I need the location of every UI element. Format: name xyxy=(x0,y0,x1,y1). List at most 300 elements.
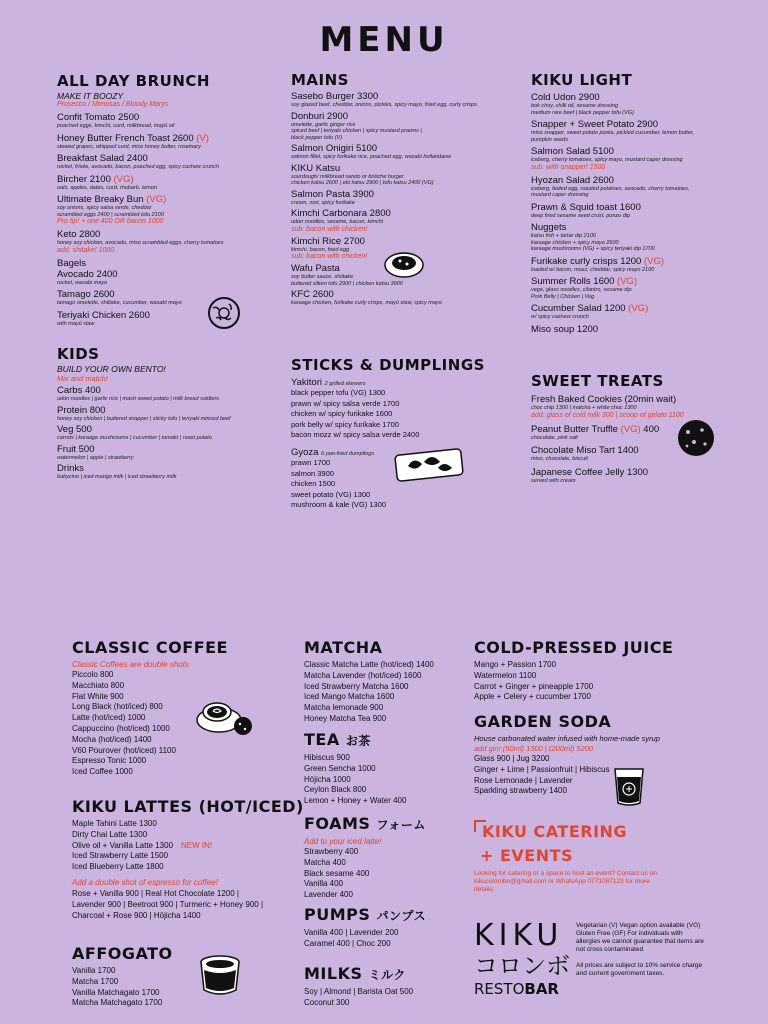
kids-section xyxy=(57,346,272,481)
dietary-tag: (VG) xyxy=(617,423,641,435)
menu-line: Mango + Passion 1700 xyxy=(474,660,557,669)
menu-line: mushroom & kale (VG) 1300 xyxy=(291,500,387,510)
item-description: medium rare beef | black pepper tofu (VG) xyxy=(531,109,634,116)
yakitori-note: 2 grilled skewers xyxy=(324,381,366,387)
item-description: scrambled eggs 2400 | scrambled tofu 2100 xyxy=(57,211,164,218)
item-description: soy glazed beef, cheddar, onions, pickles, spicy mayo, fried egg, curly crisps xyxy=(291,102,477,108)
catering-line1: KIKU CATERING xyxy=(482,822,628,841)
menu-line: Mocha (hot/iced) 1400 xyxy=(72,734,152,744)
item-name-text: Salmon Salad 5100 xyxy=(531,146,614,157)
menu-line: Charcoal + Rose 900 | Hōjicha 1400 xyxy=(72,910,201,920)
item-name xyxy=(57,194,272,205)
menu-item xyxy=(291,91,511,109)
menu-line: prawn w/ spicy salsa verde 1700 xyxy=(291,398,400,408)
menu-item xyxy=(57,229,272,255)
item-description: loaded w/ bacon, mozz, cheddar, spicy mayo 2100 xyxy=(531,266,655,273)
item-description: babycino | iced mango milk | iced strawberry milk xyxy=(57,474,177,480)
menu-line: Vanilla 1700 xyxy=(72,966,116,975)
menu-item xyxy=(531,324,746,335)
item-name-text: Prawn & Squid toast 1600 xyxy=(531,201,641,213)
menu-line: Matcha 1700 xyxy=(72,976,119,986)
yakitori-name: Yakitori xyxy=(291,377,322,388)
gyoza-illustration xyxy=(394,440,464,482)
soda-section xyxy=(474,712,744,797)
menu-item xyxy=(57,133,272,151)
menu-line: prawn 1700 xyxy=(291,457,331,467)
affogato-illustration xyxy=(198,952,242,998)
menu-line: Rose + Vanilla 900 | Real Hot Chocolate 1200 | xyxy=(72,888,239,898)
item-name-text: Snapper + Sweet Potato 2900 xyxy=(531,119,659,130)
affogato-heading: AFFOGATO xyxy=(72,944,173,963)
menu-item xyxy=(531,175,746,199)
milks-heading-text: MILKS xyxy=(304,964,363,983)
item-description: sourdough/ milkbread sando or brioche burger xyxy=(291,173,404,180)
item-description: karaage mushrooms (VG) + spicy teriyaki dip 1700 xyxy=(531,246,655,252)
item-note: sub: with snapper! 1500 xyxy=(531,163,606,171)
kids-note: Mix and match! xyxy=(57,374,108,383)
item-name xyxy=(531,175,746,186)
item-name-text: Carbs 400 xyxy=(57,385,101,396)
dietary-tag: (VG) xyxy=(614,276,638,287)
cookie-illustration xyxy=(676,418,716,458)
item-name-text: Cold Udon 2900 xyxy=(531,92,600,103)
brunch-items xyxy=(57,112,272,327)
item-name xyxy=(291,91,511,102)
tea-section xyxy=(304,730,474,807)
soda-heading: GARDEN SODA xyxy=(474,712,612,731)
item-name-text: Hyozan Salad 2600 xyxy=(531,174,614,186)
menu-item xyxy=(291,208,511,234)
menu-line: Matcha Matchagato 1700 xyxy=(72,998,163,1008)
juice-lines xyxy=(474,660,744,703)
menu-line: Long Black (hot/iced) 800 xyxy=(72,702,163,712)
sweets-heading: SWEET TREATS xyxy=(531,372,664,390)
page-title: MENU xyxy=(319,20,449,60)
menu-item xyxy=(531,202,746,220)
item-name-text: Bagels xyxy=(57,257,87,269)
bagel-illustration xyxy=(207,296,241,330)
item-description: stewed grapes, whipped curd, miso honey butter, rosemary xyxy=(57,143,201,150)
boozy-options: Prosecco / Mimosas / Bloody Marys xyxy=(57,101,169,108)
menu-line: Maple Tahini Latte 1300 xyxy=(72,819,157,828)
light-section xyxy=(531,72,746,335)
menu-line: Hōjicha 1000 xyxy=(304,774,351,784)
item-description: buttered silken tofu 2900 | chicken katsu 3900 xyxy=(291,280,403,287)
item-name-text: Breakfast Salad 2400 xyxy=(57,153,148,164)
menu-line: Matcha 400 xyxy=(304,857,346,867)
item-description: carrots | karaage mushrooms | cucumber | tomato | roast potato xyxy=(57,435,212,441)
menu-item xyxy=(291,111,511,142)
menu-item xyxy=(531,256,746,274)
catering-corner xyxy=(474,820,486,832)
kids-subheading: BUILD YOUR OWN BENTO! xyxy=(57,364,166,374)
lattes-lines2 xyxy=(72,889,302,921)
menu-item xyxy=(531,146,746,172)
menu-item xyxy=(291,189,511,207)
lattes-heading: KIKU LATTES (HOT/ICED) xyxy=(72,797,304,816)
menu-line: Honey Matcha Tea 900 xyxy=(304,713,387,723)
logo-text-kiku: KIKU xyxy=(474,918,564,953)
menu-line: Lemon + Honey + Water 400 xyxy=(304,796,407,806)
coffee-note: Classic Coffees are double shots xyxy=(72,660,189,669)
menu-line: pork belly w/ spicy furikake 1700 xyxy=(291,419,399,429)
menu-line: Classic Matcha Latte (hot/iced) 1400 xyxy=(304,660,434,669)
item-description: cream, nori, spicy furikake xyxy=(291,199,355,206)
lattes-section xyxy=(72,797,302,921)
item-name xyxy=(291,163,511,174)
menu-line: Piccolo 800 xyxy=(72,670,114,679)
menu-line: Vanilla 400 | Lavender 200 xyxy=(304,928,399,937)
item-description: iceberg, boiled egg, roasted potatoes, avocado, cherry tomatoes, xyxy=(531,185,690,192)
soda-lines xyxy=(474,754,744,797)
item-name xyxy=(57,133,272,144)
menu-line: Iced Strawberry Latte 1500 xyxy=(72,851,169,861)
menu-line: Vanilla 400 xyxy=(304,879,343,889)
lattes-note: Add a double shot of espresso for coffee! xyxy=(72,877,218,887)
gyoza-note: 6 pan-fried dumplings xyxy=(321,450,375,457)
menu-item xyxy=(531,276,746,300)
item-description: udon noodles | garlic rice | mash sweet potato | milk bread soldiers xyxy=(57,396,220,402)
menu-line: Flat White 900 xyxy=(72,691,124,701)
menu-line: Ceylon Black 800 xyxy=(304,785,367,795)
pumps-section xyxy=(304,905,474,950)
tea-heading xyxy=(304,730,474,751)
brunch-section xyxy=(57,73,272,327)
menu-line: Olive oil + Vanilla Latte 1300 NEW IN! xyxy=(72,840,213,850)
dietary-tag: (VG) xyxy=(625,303,649,314)
logo xyxy=(474,920,574,998)
new-in-badge: NEW IN! xyxy=(181,840,213,850)
item-description: salmon fillet, spicy furikake rice, poached egg, wasabi hollandaise xyxy=(291,154,452,160)
menu-line: salmon 3900 xyxy=(291,468,334,478)
menu-item xyxy=(57,194,272,226)
coffee-cup-illustration xyxy=(193,692,257,740)
dietary-tag: (V) xyxy=(193,132,209,144)
foams-section xyxy=(304,814,474,901)
pumps-heading xyxy=(304,905,474,926)
item-name xyxy=(531,119,746,130)
menu-line: Hibiscus 900 xyxy=(304,753,350,762)
menu-line: Matcha lemonade 900 xyxy=(304,703,384,713)
item-name xyxy=(57,463,272,474)
item-name-text: KIKU Katsu xyxy=(291,162,341,174)
item-name xyxy=(531,303,746,314)
menu-item xyxy=(57,405,272,423)
item-description: honey soy chicken | buttered snapper | sticky tofu | teriyaki minced beef xyxy=(57,415,231,422)
item-name xyxy=(531,222,746,233)
item-name-text: Honey Butter French Toast 2600 xyxy=(57,132,194,144)
logo-text-restobar xyxy=(474,980,574,998)
item-description: rocket, wasabi mayo xyxy=(57,279,108,286)
menu-item xyxy=(291,163,511,187)
menu-line: Espresso Tonic 1000 xyxy=(72,756,147,766)
item-name-text: Fruit 500 xyxy=(57,443,95,455)
logo-resto: RESTO xyxy=(474,980,525,998)
item-description: soy butter sauce, shiitake xyxy=(291,274,354,280)
menu-item xyxy=(531,394,746,420)
item-name-text: Miso soup 1200 xyxy=(531,323,599,335)
item-name xyxy=(291,143,511,154)
item-name-text: Chocolate Miso Tart 1400 xyxy=(531,445,639,456)
menu-item xyxy=(57,424,272,442)
menu-item xyxy=(57,444,272,462)
item-name-text: Furikake curly crisps 1200 xyxy=(531,255,642,267)
item-note: add: shitake! 1000 xyxy=(57,246,115,254)
item-description: deep fried sesame seed crust, ponzu dip xyxy=(531,212,631,219)
item-name xyxy=(291,189,511,200)
item-name-text: Salmon Pasta 3900 xyxy=(291,188,374,200)
milks-lines xyxy=(304,987,474,1009)
item-description: karaage chicken, furikake curly crisps, mayū slaw, spicy mayo xyxy=(291,300,442,306)
item-description: Pork Belly | Chicken | Veg xyxy=(531,293,595,300)
sticks-heading: STICKS & DUMPLINGS xyxy=(291,356,485,374)
item-note: sub: bacon with chicken! xyxy=(291,225,368,233)
item-description: w/ spicy cashew crunch xyxy=(531,314,589,320)
item-name xyxy=(57,405,272,416)
item-description: tamago omelette, shiitake, cucumber, wasabi mayo xyxy=(57,300,182,306)
item-name-text: Peanut Butter Truffle xyxy=(531,423,618,435)
item-description: udon noodles, sesame, bacon, kimchi xyxy=(291,219,384,225)
item-name xyxy=(57,174,272,185)
menu-line: Soy | Almond | Barista Oat 500 xyxy=(304,987,414,996)
logo-bar: BAR xyxy=(524,980,559,998)
menu-line: Sparkling strawberry 1400 xyxy=(474,786,567,796)
item-name xyxy=(57,229,272,240)
item-description: oats, apples, dates, curd, rhubarb, lemon xyxy=(57,184,157,191)
item-variant: Avocado 2400 xyxy=(57,268,118,280)
pumps-lines xyxy=(304,928,474,950)
kids-heading: KIDS xyxy=(57,345,100,363)
item-name xyxy=(291,289,511,300)
catering-section xyxy=(474,820,674,894)
menu-line: Iced Strawberry Matcha 1600 xyxy=(304,681,409,691)
menu-item xyxy=(57,174,272,192)
menu-item xyxy=(291,143,511,161)
item-note: add: glass of cold milk 300 | scoop of gelato 1100 xyxy=(531,411,684,419)
item-name xyxy=(531,394,746,405)
matcha-heading: MATCHA xyxy=(304,638,383,657)
menu-item xyxy=(291,289,511,307)
footer-prices: All prices are subject to 10% service charge and current government taxes. xyxy=(576,962,703,977)
tea-heading-text: TEA xyxy=(304,730,340,749)
item-description: miso, chocolate, biscuit xyxy=(531,456,588,462)
item-name-text: Keto 2800 xyxy=(57,229,101,240)
logo-text-colombo: コロンボ xyxy=(474,952,570,980)
coffee-heading: CLASSIC COFFEE xyxy=(72,638,228,657)
menu-line: Iced Coffee 1000 xyxy=(72,767,133,777)
item-name-text: Donburi 2900 xyxy=(291,110,349,122)
item-description: with mayū slaw xyxy=(57,320,95,327)
menu-line: Green Sencha 1000 xyxy=(304,763,376,773)
item-description: black pepper tofu (V) xyxy=(291,134,343,141)
item-name-text: Bircher 2100 xyxy=(57,173,111,185)
menu-line: Iced Blueberry Latte 1800 xyxy=(72,862,164,872)
tea-lines xyxy=(304,753,474,807)
item-description: pumpkin seeds xyxy=(531,136,568,143)
item-name-text: Tamago 2600 xyxy=(57,289,115,300)
item-description: choc chip 1300 | matcha + white choc 1300 xyxy=(531,405,637,411)
menu-item xyxy=(531,92,746,116)
item-name-text: Japanese Coffee Jelly 1300 xyxy=(531,466,649,478)
item-name xyxy=(531,276,746,287)
item-description: kimchi, bacon, fried egg xyxy=(291,246,350,253)
item-name xyxy=(291,111,511,122)
item-description: served with cream xyxy=(531,477,576,484)
item-name-text: Sasebo Burger 3300 xyxy=(291,91,379,102)
soda-note: add gin! (50ml) 1300 | (200ml) 5200 xyxy=(474,744,594,753)
menu-line: Caramel 400 | Choc 200 xyxy=(304,938,391,948)
menu-line: sweet potato (VG) 1300 xyxy=(291,489,371,499)
item-name-text: Veg 500 xyxy=(57,424,92,435)
juice-section xyxy=(474,638,744,703)
soda-glass-illustration xyxy=(612,765,646,807)
menu-line: Ginger + Lime | Passionfruit | Hibiscus xyxy=(474,764,610,774)
milks-heading-jp: ミルク xyxy=(368,968,406,982)
item-description: rocket, frisée, avocado, bacon, poached egg, spicy cashew crunch xyxy=(57,164,220,170)
item-description: spiced beef | teriyaki chicken | spicy mustard prawns | xyxy=(291,128,422,134)
footer xyxy=(576,922,706,978)
dietary-tag: (VG) xyxy=(641,255,665,267)
item-name-text: Teriyaki Chicken 2600 xyxy=(57,309,150,321)
light-items xyxy=(531,92,746,335)
item-description: chocolate, pink salt xyxy=(531,434,578,441)
menu-line: Iced Mango Matcha 1600 xyxy=(304,692,395,702)
kids-items xyxy=(57,385,272,481)
catering-line2: + EVENTS xyxy=(480,846,574,865)
light-heading: KIKU LIGHT xyxy=(531,71,633,89)
item-name xyxy=(531,92,746,103)
menu-item xyxy=(531,467,746,485)
item-name-text: Cucumber Salad 1200 xyxy=(531,303,626,314)
milks-section xyxy=(304,964,474,1009)
pumps-heading-jp: パンプス xyxy=(376,909,426,923)
yakitori-lines xyxy=(291,388,511,441)
gyoza-name: Gyoza xyxy=(291,446,319,458)
item-description: iceberg, cherry tomatoes, spicy mayo, mustard caper dressing xyxy=(531,157,683,163)
item-name xyxy=(291,208,511,219)
item-name xyxy=(57,258,272,269)
item-name xyxy=(57,444,272,455)
matcha-section xyxy=(304,638,474,725)
item-name-text: Salmon Onigiri 5100 xyxy=(291,143,378,154)
item-price: 400 xyxy=(640,423,660,435)
item-description: watermelon | apple | strawberry xyxy=(57,454,134,461)
item-name xyxy=(57,112,272,123)
menu-item xyxy=(531,303,746,321)
menu-item xyxy=(57,385,272,403)
menu-line: Glass 900 | Jug 3200 xyxy=(474,754,550,763)
item-name xyxy=(531,202,746,213)
item-name-text: Ultimate Breaky Bun xyxy=(57,194,144,205)
footer-diet: Vegetarian (V) Vegan option available (VG) Gluten Free (GF) For individuals with allergies we cannot guarantee that items are not cross contaminated xyxy=(576,922,704,953)
item-description: honey soy chicken, avocado, miso scrambled eggs, cherry tomatoes xyxy=(57,240,224,246)
item-name-text: Nuggets xyxy=(531,222,567,233)
item-description: katsu fish + tartar dip 2100 xyxy=(531,233,596,239)
item-name-text: Summer Rolls 1600 xyxy=(531,276,615,287)
item-name-text: Kimchi Carbonara 2800 xyxy=(291,208,391,219)
menu-line: Latte (hot/iced) 1000 xyxy=(72,713,146,723)
item-description: vege, glass noodles, cilantro, sesame dip xyxy=(531,287,632,293)
menu-line: chicken 1500 xyxy=(291,479,336,489)
item-note: Pro tip! + one 400 OR bacon 1000 xyxy=(57,218,164,225)
item-name-text: Fresh Baked Cookies (20min wait) xyxy=(531,394,677,405)
item-name xyxy=(57,153,272,164)
boozy-subheading: MAKE IT BOOZY xyxy=(57,91,124,101)
item-name xyxy=(531,146,746,157)
burger-illustration xyxy=(383,249,425,281)
item-description: bok choy, chilli oil, sesame dressing xyxy=(531,103,619,109)
item-name-text: Confit Tomato 2500 xyxy=(57,112,140,123)
milks-heading xyxy=(304,964,474,985)
dietary-tag: (VG) xyxy=(143,194,167,205)
item-name-text: Kimchi Rice 2700 xyxy=(291,235,365,247)
juice-heading: COLD-PRESSED JUICE xyxy=(474,638,674,657)
item-description: poached eggs, kimchi, curd, milkbread, mayū oil xyxy=(57,123,175,129)
foams-lines xyxy=(304,847,474,901)
item-name-text: Wafu Pasta xyxy=(291,263,340,274)
menu-item xyxy=(57,258,272,287)
menu-line: black pepper tofu (VG) 1300 xyxy=(291,388,386,397)
menu-line: Apple + Celery + cucumber 1700 xyxy=(474,692,591,702)
menu-line: Vanilla Matchagato 1700 xyxy=(72,987,160,997)
menu-item xyxy=(57,112,272,130)
menu-line: Cappuccino (hot/iced) 1000 xyxy=(72,723,170,733)
menu-line: V60 Pourover (hot/iced) 1100 xyxy=(72,745,176,755)
menu-line: Matcha Lavender (hot/iced) 1600 xyxy=(304,670,422,680)
tea-heading-jp: お茶 xyxy=(345,734,371,748)
foams-heading-text: FOAMS xyxy=(304,814,371,833)
mains-heading: MAINS xyxy=(291,71,349,89)
item-name-text: Drinks xyxy=(57,463,84,474)
sticks-section xyxy=(291,357,511,511)
menu-item xyxy=(57,463,272,481)
menu-line: chicken w/ spicy furikake 1600 xyxy=(291,409,393,419)
menu-line: Lavender 400 xyxy=(304,890,353,900)
item-name-text: KFC 2600 xyxy=(291,289,334,300)
menu-line: Coconut 300 xyxy=(304,997,350,1007)
lattes-lines xyxy=(72,819,302,873)
menu-item xyxy=(57,153,272,171)
menu-line: Carrot + Ginger + pineapple 1700 xyxy=(474,681,594,691)
item-name xyxy=(531,324,746,335)
brunch-heading: ALL DAY BRUNCH xyxy=(57,72,210,90)
item-note: sub: bacon with chicken! xyxy=(291,253,368,260)
menu-line: Macchiato 800 xyxy=(72,680,125,690)
item-name xyxy=(531,256,746,267)
pumps-heading-text: PUMPS xyxy=(304,905,371,924)
item-name xyxy=(291,236,511,247)
menu-item xyxy=(531,222,746,253)
item-description: karaage chicken + spicy mayo 2600 xyxy=(531,239,619,246)
menu-line: Lavender 900 | Beetroot 900 | Turmeric + Honey 900 | xyxy=(72,899,264,909)
matcha-lines xyxy=(304,660,474,725)
foams-heading xyxy=(304,814,474,835)
menu-line: Watermelon 1100 xyxy=(474,670,537,680)
dietary-tag: (VG) xyxy=(110,173,134,185)
item-description: mustard caper dressing xyxy=(531,192,589,198)
item-description: soy onions, spicy salsa verde, cheddar xyxy=(57,205,152,211)
item-name xyxy=(531,467,746,478)
foams-note: Add to your iced latte! xyxy=(304,837,382,846)
item-description: chicken katsu 2600 | ebi katsu 2900 | tofu katsu 2400 (VG) xyxy=(291,180,434,186)
menu-line: Strawberry 400 xyxy=(304,847,359,856)
catering-text: Looking for catering or a space to host an event? Contact us on kikucolombo@gmail.com or WhatsApp 0771087123 for more details. xyxy=(474,870,657,893)
item-name xyxy=(57,424,272,435)
foams-heading-jp: フォーム xyxy=(376,818,426,832)
menu-line: Dirty Chai Latte 1300 xyxy=(72,829,148,839)
item-name xyxy=(57,385,272,396)
item-description: omelette, garlic ginger rice xyxy=(291,121,356,128)
